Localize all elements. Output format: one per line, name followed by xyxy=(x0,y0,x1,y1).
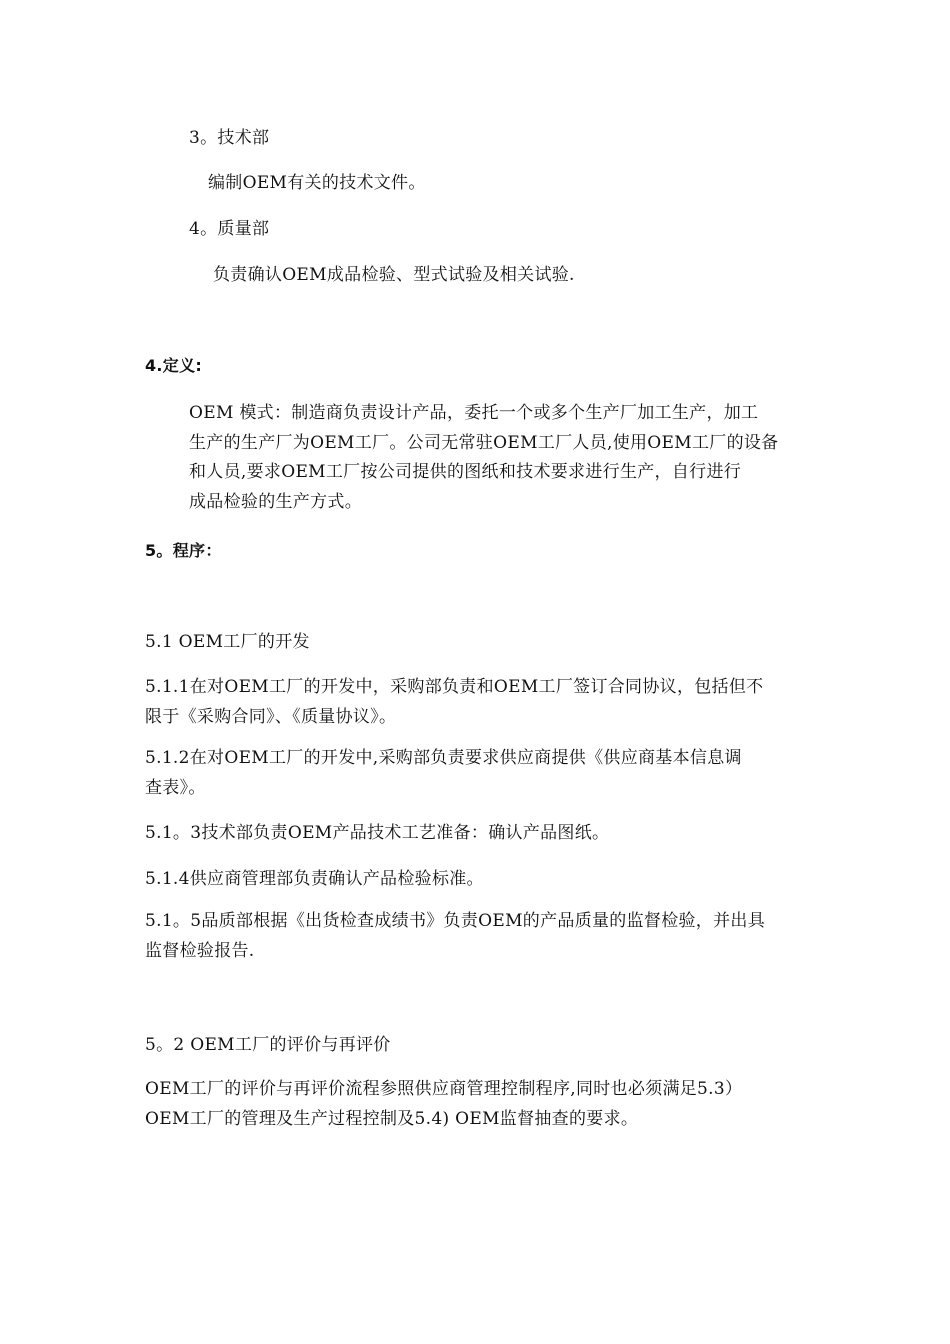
section-5-2-line: OEM工厂的管理及生产过程控制及5.4) OEM监督抽查的要求。 xyxy=(145,1108,639,1129)
procedure-heading: 5。程序： xyxy=(145,541,222,560)
definition-heading: 4.定义: xyxy=(145,356,203,375)
section-5-1-5 xyxy=(145,907,765,966)
section-5-1-4: 5.1.4供应商管理部负责确认产品检验标准。 xyxy=(145,869,484,889)
section-5-2-paragraph xyxy=(145,1075,742,1134)
section-5-1-1-line: 限于《采购合同》、《质量协议》。 xyxy=(145,706,397,727)
section-5-1-1-line: 5.1.1在对OEM工厂的开发中，采购部负责和OEM工厂签订合同协议，包括但不 xyxy=(145,677,764,697)
section-5-1-2 xyxy=(145,744,742,803)
quality-dept-heading: 4。质量部 xyxy=(189,219,270,239)
definition-line: OEM 模式：制造商负责设计产品，委托一个或多个生产厂加工生产，加工 xyxy=(189,403,759,423)
section-5-1-2-line: 查表》。 xyxy=(145,777,206,798)
tech-dept-heading: 3。技术部 xyxy=(189,128,270,148)
definition-line: 和人员,要求OEM工厂按公司提供的图纸和技术要求进行生产，自行进行 xyxy=(189,462,742,482)
section-5-1-5-line: 5.1。5品质部根据《出货检查成绩书》负责OEM的产品质量的监督检验，并出具 xyxy=(145,911,766,931)
definition-line: 成品检验的生产方式。 xyxy=(189,491,362,512)
tech-dept-text: 编制OEM有关的技术文件。 xyxy=(208,173,426,193)
section-5-2-line: OEM工厂的评价与再评价流程参照供应商管理控制程序,同时也必须满足5.3） xyxy=(145,1079,743,1099)
section-5-1-title: 5.1 OEM工厂的开发 xyxy=(145,632,310,652)
definition-paragraph xyxy=(189,399,778,517)
section-5-1-5-line: 监督检验报告. xyxy=(145,940,255,961)
quality-dept-text: 负责确认OEM成品检验、型式试验及相关试验. xyxy=(213,265,575,285)
section-5-1-1 xyxy=(145,673,763,732)
section-5-2-title: 5。2 OEM工厂的评价与再评价 xyxy=(145,1035,391,1055)
section-5-1-2-line: 5.1.2在对OEM工厂的开发中,采购部负责要求供应商提供《供应商基本信息调 xyxy=(145,748,742,768)
section-5-1-3: 5.1。3技术部负责OEM产品技术工艺准备：确认产品图纸。 xyxy=(145,823,610,843)
definition-line: 生产的生产厂为OEM工厂。公司无常驻OEM工厂人员,使用OEM工厂的设备 xyxy=(189,432,779,453)
